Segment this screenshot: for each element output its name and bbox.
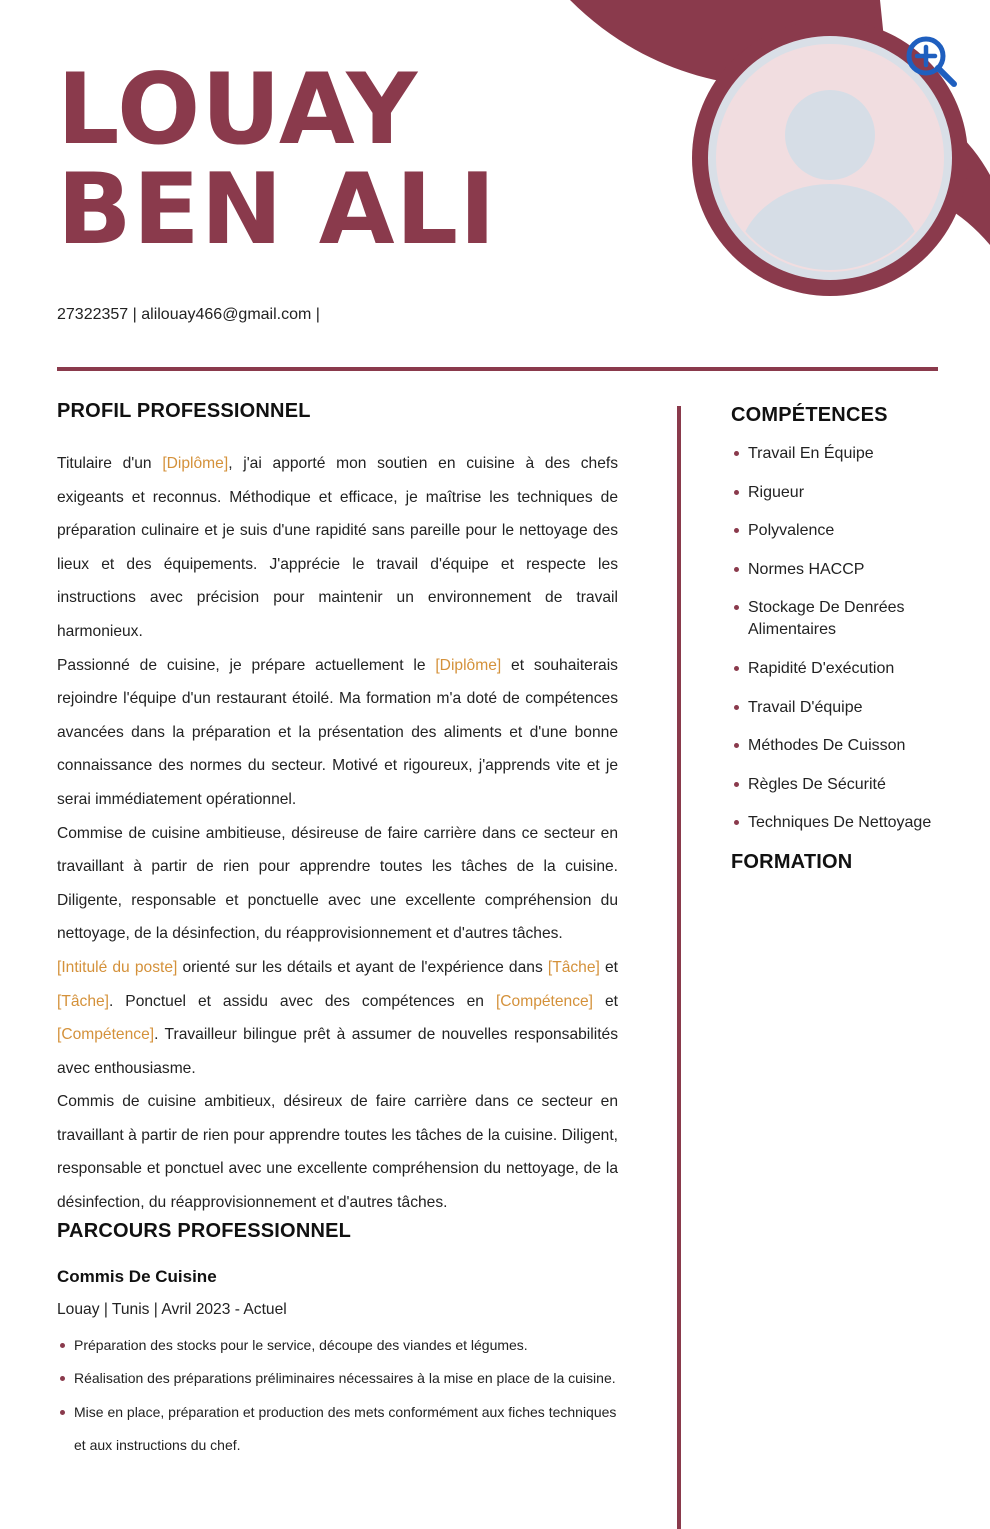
placeholder-text: [Diplôme] [162,455,229,472]
job-task: Préparation des stocks pour le service, découpe des viandes et légumes. [57,1329,618,1363]
skill-item: Règles De Sécurité [731,774,966,796]
profile-paragraph [57,1085,618,1219]
placeholder-text: [Intitulé du poste] [57,958,178,976]
candidate-name [57,53,497,267]
column-divider [677,406,681,1529]
experience-title: PARCOURS PROFESSIONNEL [57,1219,352,1242]
skill-item: Polyvalence [731,520,966,542]
header-divider [57,367,938,371]
profile-paragraph [57,951,618,1085]
paragraph-text: et [593,992,618,1010]
job-task: Réalisation des préparations préliminaires nécessaires à la mise en place de la cuisine. [57,1362,618,1396]
paragraph-text: . Ponctuel et assidu avec des compétences en [109,992,496,1010]
placeholder-text: [Diplôme] [435,656,502,674]
skill-item: Stockage De Denrées Alimentaires [731,597,966,641]
paragraph-text: . Travailleur bilingue prêt à assumer de nouvelles responsabilités avec enthousiasme. [57,1026,618,1077]
skills-section [731,404,966,834]
placeholder-text: [Compétence] [495,992,594,1010]
paragraph-text: Commise de cuisine ambitieuse, désireuse de faire carrière dans ce secteur en travaillant à partir de rien pour apprendre toutes les tâches de la cuisine. Diligente, responsable et ponctuelle avec une excellente compréhension du nettoyage, de la désinfection, du réapprovisionnement et d'autres tâches. [57,824,618,943]
profile-title: PROFIL PROFESSIONNEL [57,400,311,422]
side-column [731,404,966,874]
job-task-list [57,1329,618,1463]
skills-title: COMPÉTENCES [731,404,888,426]
name-line-first: LOUAY [57,53,419,167]
paragraph-text: et souhaiterais rejoindre l'équipe d'un restaurant étoilé. Ma formation m'a doté de compétences avancées dans la préparation et la présentation des aliments et d'une bonne connaissance des normes du secteur. Motivé et rigoureux, j'apprends vite et je serai immédiatement opérationnel. [57,656,618,808]
paragraph-text: Commis de cuisine ambitieux, désireux de faire carrière dans ce secteur en travaillant à partir de rien pour apprendre toutes les tâches de la cuisine. Diligent, responsable et ponctuel avec une excellente compréhension du nettoyage, de la désinfection, du réapprovisionnement et d'autres tâches. [57,1093,618,1212]
paragraph-text: et [599,958,618,976]
job-meta: Louay | Tunis | Avril 2023 - Actuel [57,1300,287,1318]
skill-item: Techniques De Nettoyage [731,812,966,834]
job-title: Commis De Cuisine [57,1266,217,1286]
profile-paragraph [57,649,618,817]
profile-section [57,400,618,1220]
skill-item: Travail D'équipe [731,697,966,719]
skill-item: Rapidité D'exécution [731,658,966,680]
main-column [57,400,618,1463]
placeholder-text: [Tâche] [547,958,600,976]
profile-paragraph [57,447,618,649]
skill-item: Normes HACCP [731,559,966,581]
placeholder-text: [Compétence] [57,1026,155,1044]
placeholder-text: [Tâche] [57,992,110,1010]
education-section [731,851,966,874]
skill-item: Rigueur [731,482,966,504]
profile-paragraph [57,817,618,951]
paragraph-text: orienté sur les détails et ayant de l'expérience dans [177,958,548,976]
contact-line: 27322357 | alilouay466@gmail.com | [57,306,320,323]
job-task: Mise en place, préparation et production des mets conformément aux fiches techniques et aux instructions du chef. [57,1396,618,1463]
education-title: FORMATION [731,850,853,873]
paragraph-text: Titulaire d'un [57,455,163,472]
skill-item: Travail En Équipe [731,443,966,465]
skills-list [731,443,966,834]
zoom-in-icon[interactable] [902,32,958,88]
paragraph-text: Passionné de cuisine, je prépare actuellement le [57,656,436,674]
paragraph-text: , j'ai apporté mon soutien en cuisine à des chefs exigeants et reconnus. Méthodique et efficace, je maîtrise les techniques de préparation culinaire et je suis d'une rapidité sans pareille pour le nettoyage des lieux et des équipements. J'apprécie le travail d'équipe et respecte les instructions avec précision pour maintenir un environnement de travail harmonieux. [57,455,618,640]
name-line-last: BEN ALI [57,153,497,267]
experience-section [57,1220,618,1463]
profile-text [57,447,618,1220]
skill-item: Méthodes De Cuisson [731,735,966,757]
